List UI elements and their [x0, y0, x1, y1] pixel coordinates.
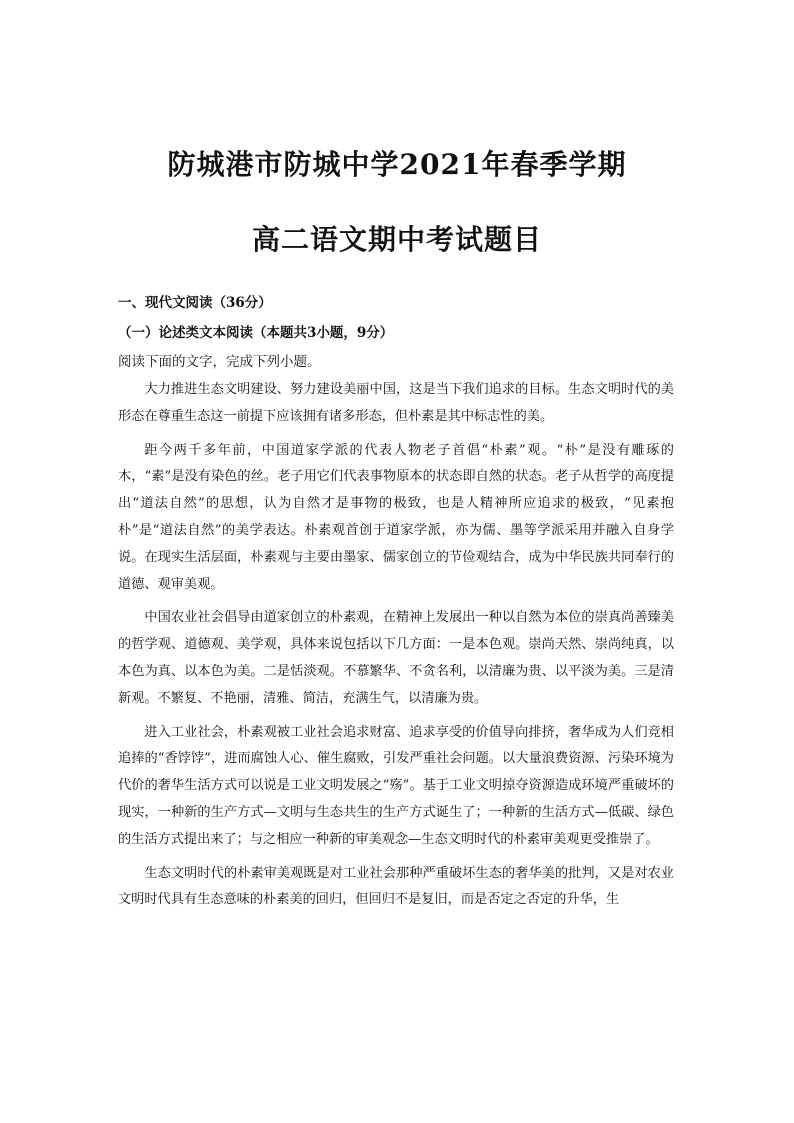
passage-paragraph-5: 生态文明时代的朴素审美观既是对工业社会那种严重破坏生态的奢华美的批判，又是对农业文明时代具有生态意味的朴素美的回归，但回归不是复旧，而是否定之否定的升华，生 [118, 865, 674, 908]
exam-title-line1: 防城港市防城中学2021年春季学期 [167, 148, 627, 181]
reading-passage [118, 377, 674, 921]
passage-paragraph-3: 中国农业社会倡导由道家创立的朴素观，在精神上发展出一种以自然为本位的崇真尚善臻美的哲学观、道德观、美学观，具体来说包括以下几方面：一是本色观。崇尚天然、崇尚纯真，以本色为真、以本色为美。二是恬淡观。不慕繁华、不贪名利，以清廉为贵、以平淡为美。三是清新观。不繁复、不艳丽，清雅、简洁，充满生气，以清廉为贵。 [118, 610, 674, 706]
passage-paragraph-1: 大力推进生态文明建设、努力建设美丽中国，这是当下我们追求的目标。生态文明时代的美形态在尊重生态这一前提下应该拥有诸多形态，但朴素是其中标志性的美。 [118, 382, 674, 424]
section-heading: 一、现代文阅读（36分） [118, 295, 272, 311]
exam-title-line2: 高二语文期中考试题目 [251, 223, 542, 256]
subsection-heading: （一）论述类文本阅读（本题共3小题，9分） [118, 325, 394, 341]
reading-instruction: 阅读下面的文字，完成下列小题。 [118, 354, 321, 370]
passage-paragraph-4: 进入工业社会，朴素观被工业社会追求财富、追求享受的价值导向排挤，奢华成为人们竞相追捧的“香饽饽”，进而腐蚀人心、催生腐败，引发严重社会问题。以大量浪费资源、污染环境为代价的奢华生活方式可以说是工业文明发展之“殇”。基于工业文明掠夺资源造成环境严重破坏的现实，一种新的生产方式—文明与生态共生的生产方式诞生了；一种新的生活方式—低碳、绿色的生活方式提出来了；与之相应一种新的审美观念—生态文明时代的朴素审美观更受推崇了。 [118, 724, 674, 847]
passage-paragraph-2: 距今两千多年前，中国道家学派的代表人物老子首倡“朴素”观。“朴”是没有雕琢的木，“素”是没有染色的丝。老子用它们代表事物原本的状态即自然的状态。老子从哲学的高度提出“道法自然”的思想，认为自然才是事物的极致，也是人精神所应追求的极致，“见素抱朴”是“道法自然”的美学表达。朴素观首创于道家学派，亦为儒、墨等学派采用并融入自身学说。在现实生活层面，朴素观与主要由墨家、儒家创立的节俭观结合，成为中华民族共同奉行的道德、观审美观。 [118, 442, 674, 592]
